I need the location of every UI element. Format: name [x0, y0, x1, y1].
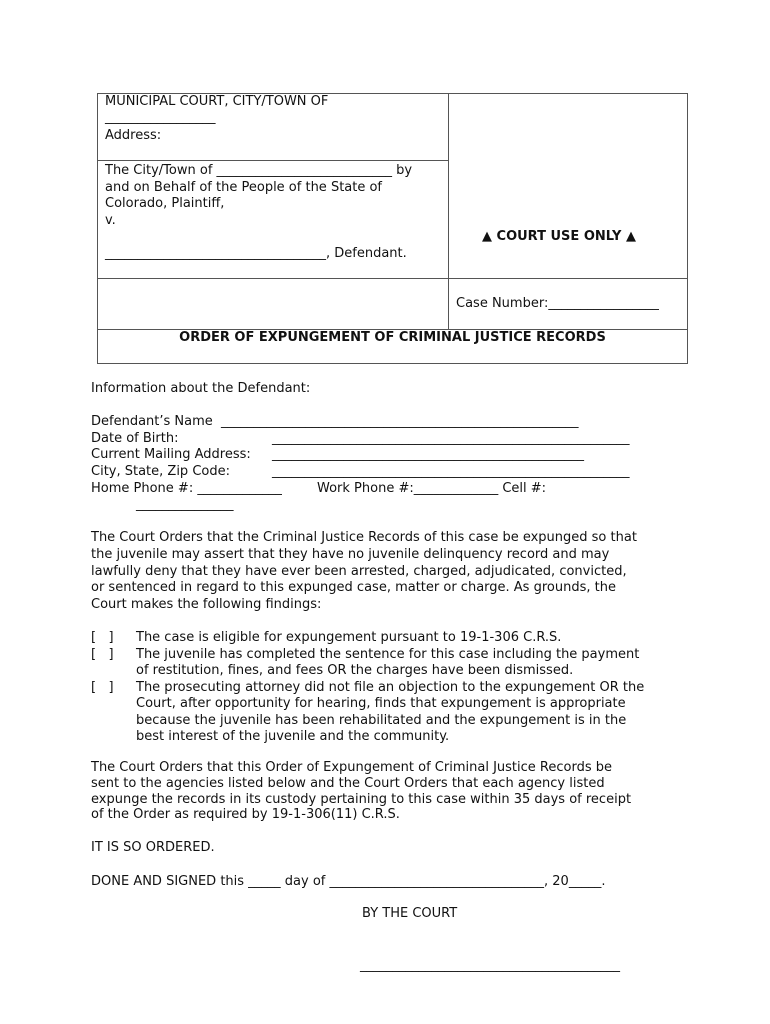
agencies-paragraph-line: of the Order as required by 19-1-306(11) C.R.S. — [91, 807, 400, 822]
work-cell-phone-field: Work Phone #:_____________ Cell #: — [317, 481, 547, 496]
finding-text: The prosecuting attorney did not file an objection to the expungement OR the — [136, 680, 645, 695]
city-state-zip-blank: _______________________________________________________ — [272, 464, 630, 479]
finding-checkbox[interactable]: [ ] — [91, 680, 114, 695]
dob-blank: _______________________________________________________ — [272, 431, 630, 446]
finding-text: Court, after opportunity for hearing, finds that expungement is appropriate — [136, 696, 626, 711]
defendant-info-heading: Information about the Defendant: — [91, 381, 311, 396]
plaintiff-line-2: and on Behalf of the People of the State of — [105, 180, 383, 195]
plaintiff-line-1: The City/Town of ___________________________ by — [105, 163, 413, 178]
order-paragraph-line: Court makes the following findings: — [91, 597, 322, 612]
finding-text: best interest of the juvenile and the community. — [136, 729, 450, 744]
agencies-paragraph-line: The Court Orders that this Order of Expungement of Criminal Justice Records be — [91, 760, 612, 775]
finding-text: of restitution, fines, and fees OR the charges have been dismissed. — [136, 663, 574, 678]
done-and-signed-line: DONE AND SIGNED this _____ day of _________________________________, 20_____. — [91, 874, 606, 889]
court-use-only-label: ▲ COURT USE ONLY ▲ — [482, 229, 636, 244]
caption-vertical-divider — [448, 93, 449, 329]
finding-text: The juvenile has completed the sentence for this case including the payment — [136, 647, 640, 662]
defendant-line: __________________________________, Defendant. — [105, 246, 407, 261]
caption-divider-mid — [97, 278, 688, 279]
versus-label: v. — [105, 213, 116, 228]
mailing-address-blank: ________________________________________________ — [272, 447, 584, 462]
finding-checkbox[interactable]: [ ] — [91, 647, 114, 662]
order-paragraph-line: The Court Orders that the Criminal Justice Records of this case be expunged so that — [91, 530, 637, 545]
caption-divider-left — [97, 160, 448, 161]
finding-text: because the juvenile has been rehabilitated and the expungement is in the — [136, 713, 627, 728]
dob-label: Date of Birth: — [91, 431, 179, 446]
court-address-label: Address: — [105, 128, 162, 143]
agencies-paragraph-line: expunge the records in its custody pertaining to this case within 35 days of receipt — [91, 792, 632, 807]
finding-checkbox[interactable]: [ ] — [91, 630, 114, 645]
city-state-zip-label: City, State, Zip Code: — [91, 464, 230, 479]
so-ordered-statement: IT IS SO ORDERED. — [91, 840, 215, 855]
agencies-paragraph-line: sent to the agencies listed below and the Court Orders that each agency listed — [91, 776, 605, 791]
by-the-court-label: BY THE COURT — [362, 906, 458, 921]
document-title: ORDER OF EXPUNGEMENT OF CRIMINAL JUSTICE RECORDS — [179, 330, 606, 345]
court-name-blank: _________________ — [105, 110, 216, 125]
court-name: MUNICIPAL COURT, CITY/TOWN OF — [105, 94, 329, 109]
mailing-address-label: Current Mailing Address: — [91, 447, 251, 462]
defendant-name-field: Defendant’s Name _______________________________________________________ — [91, 414, 579, 429]
caption-table — [97, 93, 688, 364]
home-phone-field: Home Phone #: _____________ — [91, 481, 282, 496]
order-paragraph-line: the juvenile may assert that they have no juvenile delinquency record and may — [91, 547, 610, 562]
judge-signature-line: ________________________________________ — [360, 958, 620, 973]
finding-text: The case is eligible for expungement pursuant to 19-1-306 C.R.S. — [136, 630, 562, 645]
order-paragraph-line: lawfully deny that they have ever been arrested, charged, adjudicated, convicted, — [91, 564, 627, 579]
order-paragraph-line: or sentenced in regard to this expunged case, matter or charge. As grounds, the — [91, 580, 616, 595]
plaintiff-line-3: Colorado, Plaintiff, — [105, 196, 225, 211]
case-number-field: Case Number:_________________ — [456, 296, 659, 311]
cell-phone-blank: _______________ — [136, 497, 234, 512]
